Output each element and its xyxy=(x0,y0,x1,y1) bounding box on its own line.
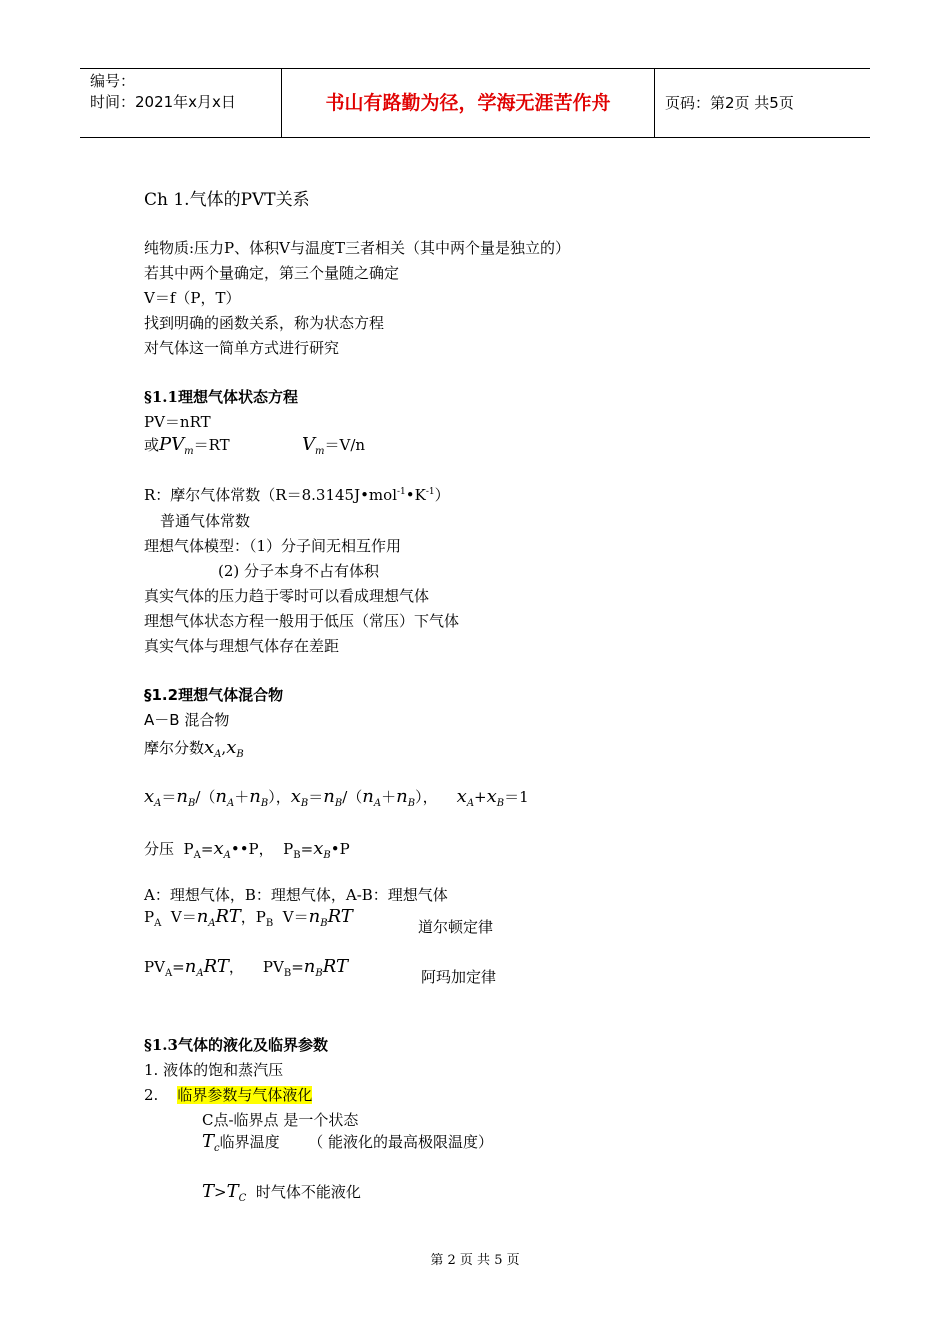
equation-pvm: 或$PV_m=RT$ xyxy=(144,434,230,457)
section-1-3-heading: §1.3气体的液化及临界参数 xyxy=(144,1036,328,1054)
text-line: 真实气体的压力趋于零时可以看成理想气体 xyxy=(144,587,430,605)
critical-temperature-line: $T_c$临界温度 （ 能液化的最高极限温度） xyxy=(202,1131,494,1154)
equation-pv-nrt: PV＝nRT xyxy=(144,413,211,431)
section-1-1-heading: §1.1理想气体状态方程 xyxy=(144,388,298,406)
doc-title: Ch 1.气体的PVT关系 xyxy=(144,190,310,210)
ideal-gas-model: 理想气体模型：（1）分子间无相互作用 xyxy=(144,537,402,555)
amagat-law-label: 阿玛加定律 xyxy=(421,968,497,986)
non-liquefaction-line: $T>T_C$ 时气体不能液化 xyxy=(202,1181,361,1204)
motto: 书山有路勤为径，学海无涯苦作舟 xyxy=(282,69,655,137)
intro-line: 若其中两个量确定，第三个量随之确定 xyxy=(144,264,400,282)
amagat-equation: $PV_A=n_ART$， $PV_B=n_BRT$ xyxy=(144,956,348,979)
intro-line: V＝f（P，T） xyxy=(144,289,241,307)
dalton-law-label: 道尔顿定律 xyxy=(418,918,494,936)
mole-fraction-line: 摩尔分数$x_A,x_B$ xyxy=(144,737,244,760)
intro-line: 对气体这一简单方式进行研究 xyxy=(144,339,340,357)
gas-constant-common: 普通气体常数 xyxy=(160,512,251,530)
mole-fraction-equation: $x_A=n_B/(n_A+n_B)$，$x_B=n_B/(n_A+n_B)$， $x_A+x_B=1$ xyxy=(144,786,529,809)
partial-pressure-line: 分压 $P_A=x_A••P$， $P_B=x_B•P$ xyxy=(144,838,350,861)
equation-vm: $V_m=V/n$ xyxy=(302,434,366,457)
list-item-2: 2. 临界参数与气体液化 xyxy=(144,1086,313,1104)
date-label: 时间：2021年x月x日 xyxy=(90,93,236,111)
critical-point-line: C点-临界点 是一个状态 xyxy=(202,1111,359,1129)
intro-line: 纯物质:压力P、体积V与温度T三者相关（其中两个量是独立的） xyxy=(144,239,570,257)
header-table xyxy=(80,68,870,138)
section-1-2-heading: §1.2理想气体混合物 xyxy=(144,686,284,704)
header-info-cell xyxy=(80,69,282,137)
gas-constant-def: R：摩尔气体常数$(R=8.3145J•mol^{-1}•K^{-1})$ xyxy=(144,486,450,504)
page-footer: 第 2 页 共 5 页 xyxy=(430,1253,520,1268)
intro-line: 找到明确的函数关系，称为状态方程 xyxy=(144,314,385,332)
page-label: 页码：第2页 共5页 xyxy=(665,94,794,112)
ideal-gas-statement: A：理想气体，B：理想气体，A-B：理想气体 xyxy=(144,886,448,904)
text-line: 理想气体状态方程一般用于低压（常压）下气体 xyxy=(144,612,460,630)
mixture-label: A－B 混合物 xyxy=(144,711,230,729)
dalton-equation: $P_A$ $V=n_ART$，$P_B$ $V=n_BRT$ xyxy=(144,906,353,929)
ideal-gas-model-2: (2) 分子本身不占有体积 xyxy=(218,562,380,580)
number-label: 编号： xyxy=(90,72,136,90)
text-line: 真实气体与理想气体存在差距 xyxy=(144,637,340,655)
list-item-1: 1. 液体的饱和蒸汽压 xyxy=(144,1061,284,1079)
